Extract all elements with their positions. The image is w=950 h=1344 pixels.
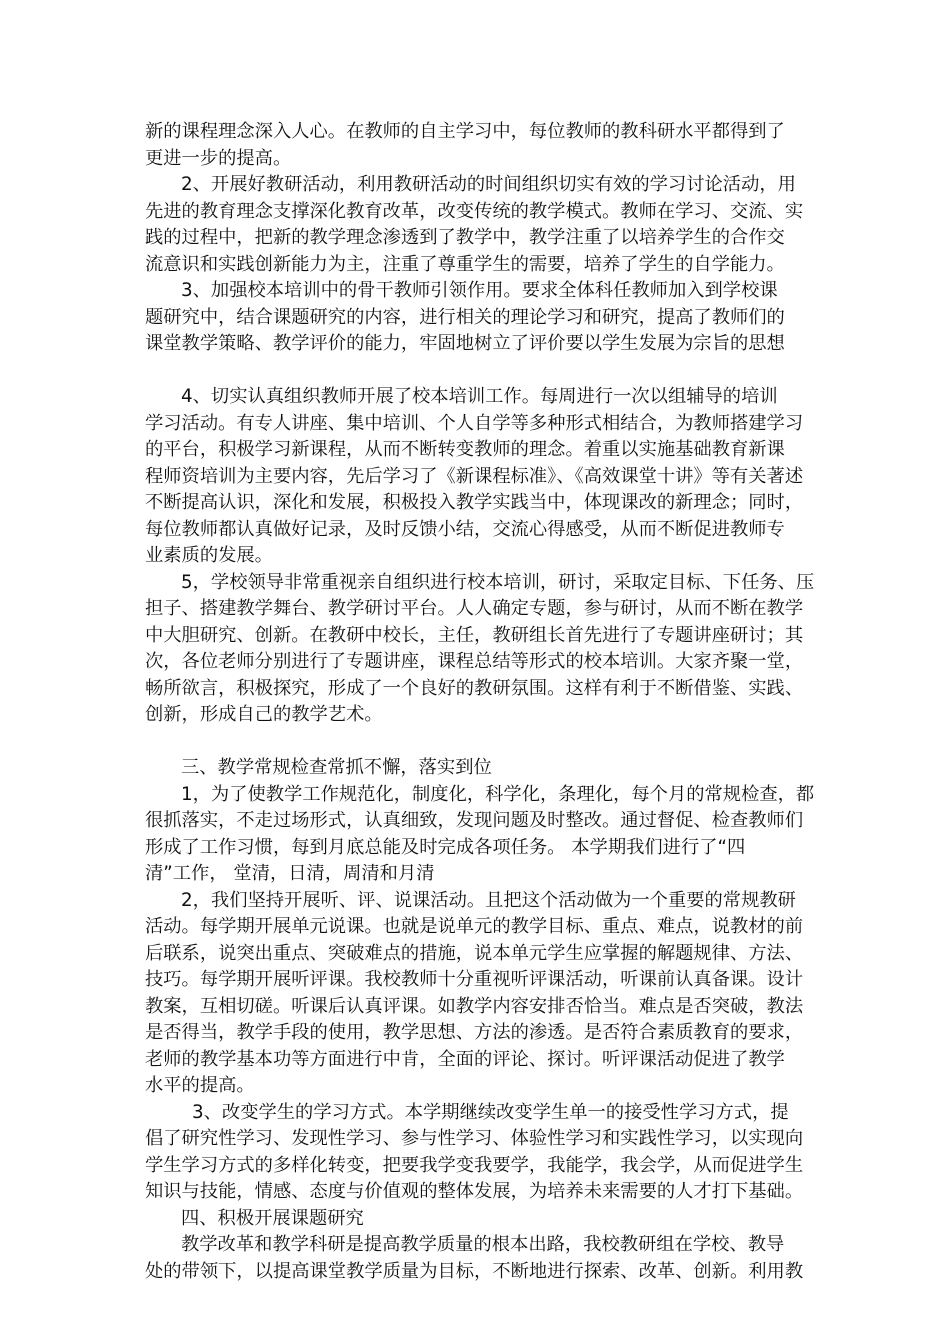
text-line: 老师的教学基本功等方面进行中肯，全面的评论、探讨。听评课活动促进了教学 bbox=[145, 1048, 785, 1070]
paragraph-start: 1，为了使教学工作规范化，制度化，科学化，条理化，每个月的常规检查，都 bbox=[181, 783, 815, 805]
text-line: 后联系，说突出重点、突破难点的措施，说本单元学生应掌握的解题规律、方法、 bbox=[145, 942, 804, 964]
text-line: 课堂教学策略、教学评价的能力，牢固地树立了评价要以学生发展为宗旨的思想 bbox=[145, 333, 785, 354]
paragraph-start: 4、切实认真组织教师开展了校本培训工作。每周进行一次以组辅导的培训 bbox=[181, 386, 778, 407]
blank-line bbox=[145, 358, 815, 385]
text-line: 程师资培训为主要内容，先后学习了《新课程标准》、《高效课堂十讲》等有关著述 bbox=[145, 465, 804, 487]
text-line: 学习活动。有专人讲座、集中培训、个人自学等多种形式相结合，为教师搭建学习 bbox=[145, 412, 804, 434]
text-line: 新的课程理念深入人心。在教师的自主学习中，每位教师的教科研水平都得到了 bbox=[145, 121, 785, 142]
section-heading: 四、积极开展课题研究 bbox=[181, 1207, 364, 1229]
paragraph-start: 3、改变学生的学习方式。本学期继续改变学生单一的接受性学习方式，提 bbox=[192, 1101, 789, 1123]
document-body bbox=[145, 119, 815, 1285]
text-line: 形成了工作习惯，每到月底总能及时完成各项任务。 本学期我们进行了“四 bbox=[145, 836, 746, 858]
text-line: 学生学习方式的多样化转变，把要我学变我要学，我能学，我会学，从而促进学生 bbox=[145, 1154, 804, 1176]
text-line: 知识与技能，情感、态度与价值观的整体发展，为培养未来需要的人才打下基础。 bbox=[145, 1181, 804, 1202]
text-line: 很抓落实，不走过场形式，认真细致，发现问题及时整改。通过督促、检查教师们 bbox=[145, 810, 804, 831]
text-line: 践的过程中，把新的教学理念渗透到了教学中，教学注重了以培养学生的合作交 bbox=[145, 227, 785, 248]
text-line: 不断提高认识，深化和发展，积极投入教学实践当中，体现课改的新理念；同时， bbox=[145, 492, 804, 513]
text-line: 先进的教育理念支撑深化教育改革，改变传统的教学模式。教师在学习、交流、实 bbox=[145, 200, 804, 222]
blank-line bbox=[145, 729, 815, 756]
text-line: 的平台，积极学习新课程，从而不断转变教师的理念。着重以实施基础教育新课 bbox=[145, 439, 785, 460]
text-line: 题研究中，结合课题研究的内容，进行相关的理论学习和研究，提高了教师们的 bbox=[145, 306, 785, 328]
paragraph-start: 2，我们坚持开展听、评、说课活动。且把这个活动做为一个重要的常规教研 bbox=[181, 889, 796, 911]
text-line: 业素质的发展。 bbox=[145, 545, 273, 566]
text-line: 次，各位老师分别进行了专题讲座，课程总结等形式的校本培训。大家齐聚一堂， bbox=[145, 651, 804, 672]
text-line: 水平的提高。 bbox=[145, 1075, 255, 1096]
text-line: 清”工作， 堂清，日清，周清和月清 bbox=[145, 863, 435, 884]
paragraph-start: 2、开展好教研活动，利用教研活动的时间组织切实有效的学习讨论活动，用 bbox=[181, 174, 796, 195]
text-line: 技巧。每学期开展听评课。我校教师十分重视听评课活动，听课前认真备课。设计 bbox=[145, 969, 804, 990]
text-line: 处的带领下，以提高课堂教学质量为目标，不断地进行探索、改革、创新。利用教 bbox=[145, 1260, 804, 1282]
text-line: 是否得当，教学手段的使用，教学思想、方法的渗透。是否符合素质教育的要求， bbox=[145, 1022, 804, 1043]
text-line: 倡了研究性学习、发现性学习、参与性学习、体验性学习和实践性学习，以实现向 bbox=[145, 1128, 804, 1149]
text-line: 每位教师都认真做好记录，及时反馈小结，交流心得感受，从而不断促进教师专 bbox=[145, 518, 785, 540]
text-line: 教案，互相切磋。听课后认真评课。如教学内容安排否恰当。难点是否突破，教法 bbox=[145, 995, 804, 1017]
paragraph-start: 3、加强校本培训中的骨干教师引领作用。要求全体科任教师加入到学校课 bbox=[181, 280, 778, 301]
text-line: 更进一步的提高。 bbox=[145, 147, 292, 169]
text-line: 活动。每学期开展单元说课。也就是说单元的教学目标、重点、难点，说教材的前 bbox=[145, 916, 804, 937]
paragraph-start: 教学改革和教学科研是提高教学质量的根本出路，我校教研组在学校、教导 bbox=[181, 1234, 785, 1255]
text-line: 畅所欲言，积极探究，形成了一个良好的教研氛围。这样有利于不断借鉴、实践、 bbox=[145, 677, 804, 699]
text-line: 中大胆研究、创新。在教研中校长，主任，教研组长首先进行了专题讲座研讨；其 bbox=[145, 624, 804, 646]
section-heading: 三、教学常规检查常抓不懈，落实到位 bbox=[181, 757, 492, 778]
text-line: 创新，形成自己的教学艺术。 bbox=[145, 704, 383, 725]
text-line: 担子、搭建教学舞台、教学研讨平台。人人确定专题，参与研讨，从而不断在教学 bbox=[145, 598, 804, 619]
paragraph-start: 5，学校领导非常重视亲自组织进行校本培训，研讨，采取定目标、下任务、压 bbox=[181, 571, 815, 593]
text-line: 流意识和实践创新能力为主，注重了尊重学生的需要，培养了学生的自学能力。 bbox=[145, 253, 785, 275]
